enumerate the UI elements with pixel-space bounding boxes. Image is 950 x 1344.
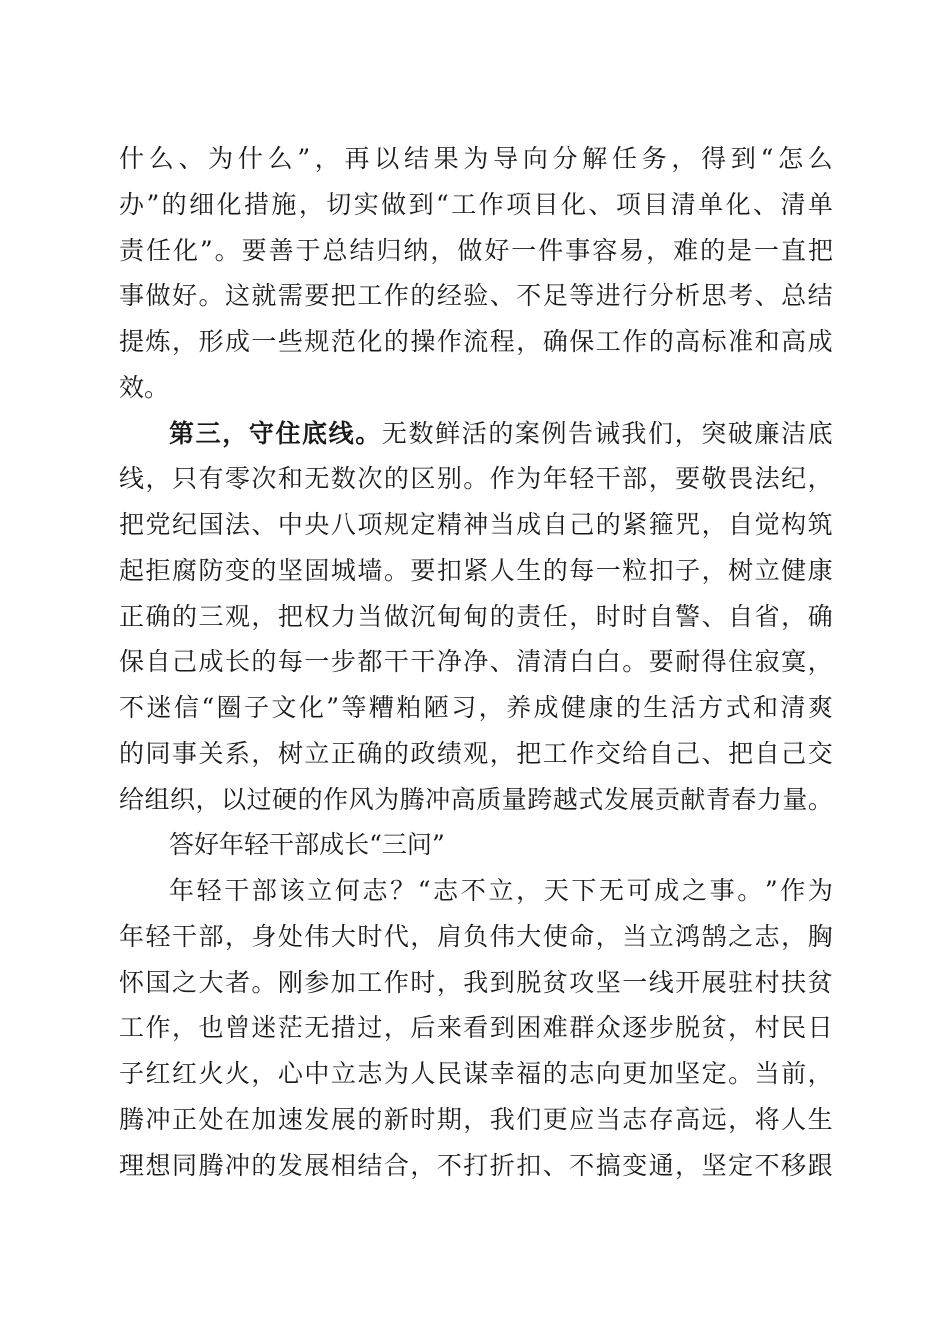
text-line: 办 ” 的 细 化 措 施 ， 切 实 做 到 “ 工 作 项 目 化 、 项 目 清 单 化 、 清 单 xyxy=(119,189,833,219)
text-line: 正 确 的 三 观 ， 把 权 力 当 做 沉 甸 甸 的 责 任 ， 时 时 自 警 、 自 省 ， 确 xyxy=(119,601,833,631)
text-line: 年 轻 干 部 该 立 何 志 ？ “ 志 不 立 ， 天 下 无 可 成 之 事 。 ” 作 为 xyxy=(169,876,833,905)
text-line: 给 组 织 ， 以 过 硬 的 作 风 为 腾 冲 高 质 量 跨 越 式 发 展 贡 献 青 春 力 量 。 xyxy=(119,784,833,814)
text-line: 年 轻 干 部 ， 身 处 伟 大 时 代 ， 肩 负 伟 大 使 命 ， 当 立 鸿 鹄 之 志 ， 胸 xyxy=(119,921,833,951)
text-line: 责 任 化 ” 。 要 善 于 总 结 归 纳 ， 做 好 一 件 事 容 易 ， 难 的 是 一 直 把 xyxy=(119,235,833,265)
text-line: 子 红 红 火 火 ， 心 中 立 志 为 人 民 谋 幸 福 的 志 向 更 加 坚 定 。 当 前 ， xyxy=(119,1059,833,1088)
text-line: 的 同 事 关 系 ， 树 立 正 确 的 政 绩 观 ， 把 工 作 交 给 自 己 、 把 自 己 交 xyxy=(119,738,833,768)
text-line: 工 作 ， 也 曾 迷 茫 无 措 过 ， 后 来 看 到 困 难 群 众 逐 步 脱 贫 ， 村 民 日 xyxy=(119,1013,833,1043)
text-line: 怀 国 之 大 者 。 刚 参 加 工 作 时 ， 我 到 脱 贫 攻 坚 一 线 开 展 驻 村 扶 贫 xyxy=(119,967,833,997)
text-line: 事 做 好 。 这 就 需 要 把 工 作 的 经 验 、 不 足 等 进 行 分 析 思 考 、 总 结 xyxy=(119,281,833,311)
text-line: 起 拒 腐 防 变 的 坚 固 城 墙 。 要 扣 紧 人 生 的 每 一 粒 扣 子 ， 树 立 健 康 xyxy=(119,555,833,585)
document-body xyxy=(119,136,833,1188)
text-line: 效 。 xyxy=(119,372,170,402)
text-line: 保 自 己 成 长 的 每 一 步 都 干 干 净 净 、 清 清 白 白 。 要 耐 得 住 寂 寞 ， xyxy=(119,647,833,677)
text-line: 不 迷 信 “ 圈 子 文 化 ” 等 糟 粕 陋 习 ， 养 成 健 康 的 生 活 方 式 和 清 爽 xyxy=(119,693,833,722)
text-line: 腾 冲 正 处 在 加 速 发 展 的 新 时 期 ， 我 们 更 应 当 志 存 高 远 ， 将 人 生 xyxy=(119,1104,833,1134)
text-line: 答 好 年 轻 干 部 成 长 “ 三 问 ” xyxy=(169,830,445,860)
text-line: 把 党 纪 国 法 、 中 央 八 项 规 定 精 神 当 成 自 己 的 紧 箍 咒 ， 自 觉 构 筑 xyxy=(119,510,833,539)
text-line: 提 炼 ， 形 成 一 些 规 范 化 的 操 作 流 程 ， 确 保 工 作 的 高 标 准 和 高 成 xyxy=(119,327,833,356)
text-line: 什 么 、 为 什 么 ” ， 再 以 结 果 为 导 向 分 解 任 务 ， 得 到 “ 怎 么 xyxy=(119,144,833,173)
text-line: 理 想 同 腾 冲 的 发 展 相 结 合 ， 不 打 折 扣 、 不 搞 变 通 ， 坚 定 不 移 跟 xyxy=(119,1150,833,1180)
text-line: 第 三 ， 守 住 底 线 。 无 数 鲜 活 的 案 例 告 诫 我 们 ， 突 破 廉 洁 底 xyxy=(169,418,833,448)
text-line: 线 ， 只 有 零 次 和 无 数 次 的 区 别 。 作 为 年 轻 干 部 ， 要 敬 畏 法 纪 ， xyxy=(119,464,833,494)
